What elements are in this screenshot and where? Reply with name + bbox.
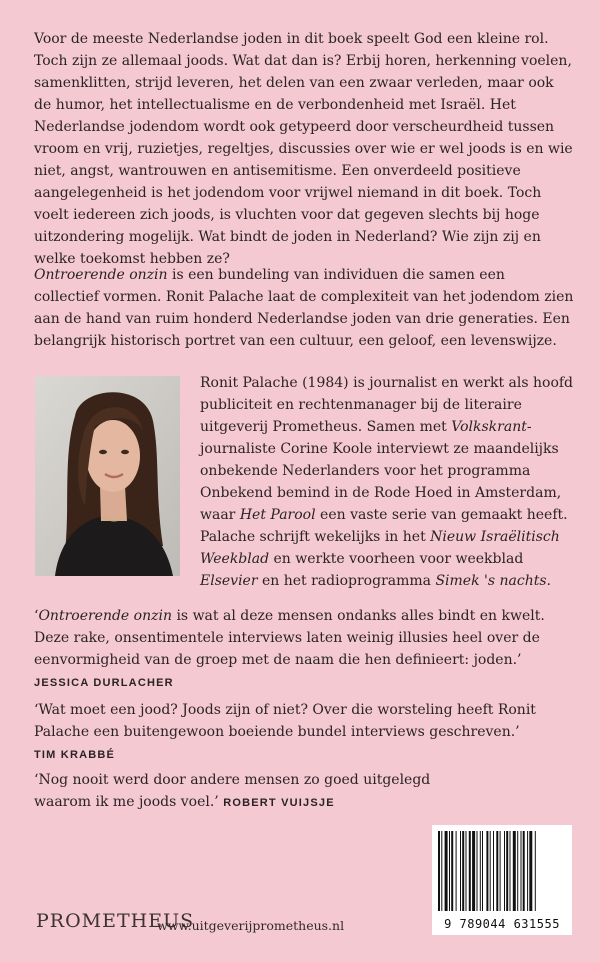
quote-book-title: Ontroerende onzin <box>38 608 172 624</box>
isbn-number: 9 789044 631555 <box>444 917 560 931</box>
summary-text: is een bundeling van individuen die samen een collectief vormen. Ronit Palache laat de complexiteit van het jodendom zien aan de hand van ruim honderd Nederlandse joden van drie generaties. Een belangrijk historisch portret van een cultuur, een geloof, een levenswijze. <box>34 267 574 349</box>
bio-italic-volkskrant: Volkskrant <box>451 419 527 435</box>
barcode-bars <box>438 831 566 911</box>
bio-text: en werkte voorheen voor weekblad <box>269 551 524 567</box>
quote-text: is wat al deze mensen ondanks alles bindt en kwelt. Deze rake, onsentimentele interviews laten weinig illusies heel over de eenvormigheid van de groep met de naam die hen definieert: joden.’ <box>34 608 545 668</box>
bio-italic-elsevier: Elsevier <box>200 573 258 589</box>
bio-text: een vaste serie van gemaakt heeft. Palache schrijft wekelijks in het <box>200 507 568 545</box>
quote-krabbe <box>34 699 574 766</box>
quote-open-mark: ‘ <box>34 608 39 624</box>
quote-vuijsje <box>34 769 434 814</box>
quote-durlacher <box>34 605 574 694</box>
intro-paragraph: Voor de meeste Nederlandse joden in dit boek speelt God een kleine rol. Toch zijn ze allemaal joods. Wat dat dan is? Erbij horen, herkenning voelen, samenklitten, strijd leveren, het delen van een zwaar verleden, maar ook de humor, het intellectualisme en de verbondenheid met Israël. Het Nederlandse jodendom wordt ook getypeerd door verscheurdheid tussen vroom en vrij, ruzietjes, regeltjes, discussies over wie er wel joods is en wie niet, angst, wantrouwen en antisemitisme. Een onverdeeld positieve aangelegenheid is het jodendom voor vrijwel niemand in dit boek. Toch voelt iedereen zich joods, is vluchten voor dat gegeven slechts bij hoge uitzondering mogelijk. Wat bindt de joden in Nederland? Wie zijn zij en welke toekomst hebben ze? <box>34 31 573 267</box>
summary-paragraph <box>34 264 574 352</box>
quote-text: ‘Wat moet een jood? Joods zijn of niet? Over die worsteling heeft Ronit Palache een buitengewoon boeiende bundel interviews geschreven.’ <box>34 702 536 740</box>
author-bio <box>200 372 576 592</box>
quote-author: TIM KRABBÉ <box>34 749 116 761</box>
publisher-logo: PROMETHEUS <box>36 910 195 932</box>
author-photo <box>35 376 180 576</box>
bio-italic-het-parool: Het Parool <box>239 507 316 523</box>
bio-italic-niw: Nieuw Israëlitisch Weekblad <box>200 529 560 567</box>
bio-text: en het radioprogramma <box>257 573 436 589</box>
quote-author: JESSICA DURLACHER <box>34 677 174 689</box>
isbn-barcode <box>432 825 572 935</box>
bio-text: Ronit Palache (1984) is journalist en werkt als hoofd publiciteit en rechtenmanager bij de literaire uitgeverij Prometheus. Samen met <box>200 375 574 435</box>
bio-italic-simek: Simek 's nachts <box>435 573 547 589</box>
quote-text: ‘Nog nooit werd door andere mensen zo goed uitgelegd waarom ik me joods voel.’ <box>34 772 431 810</box>
book-title: Ontroerende onzin <box>34 267 168 283</box>
quote-author: ROBERT VUIJSJE <box>223 797 335 809</box>
bio-text: . <box>546 573 551 589</box>
publisher-url: www.uitgeverijprometheus.nl <box>157 918 345 933</box>
bio-text: -journaliste Corine Koole interviewt ze maandelijks onbekende Nederlanders voor het programma Onbekend bemind in de Rode Hoed in Amsterdam, waar <box>200 419 562 523</box>
